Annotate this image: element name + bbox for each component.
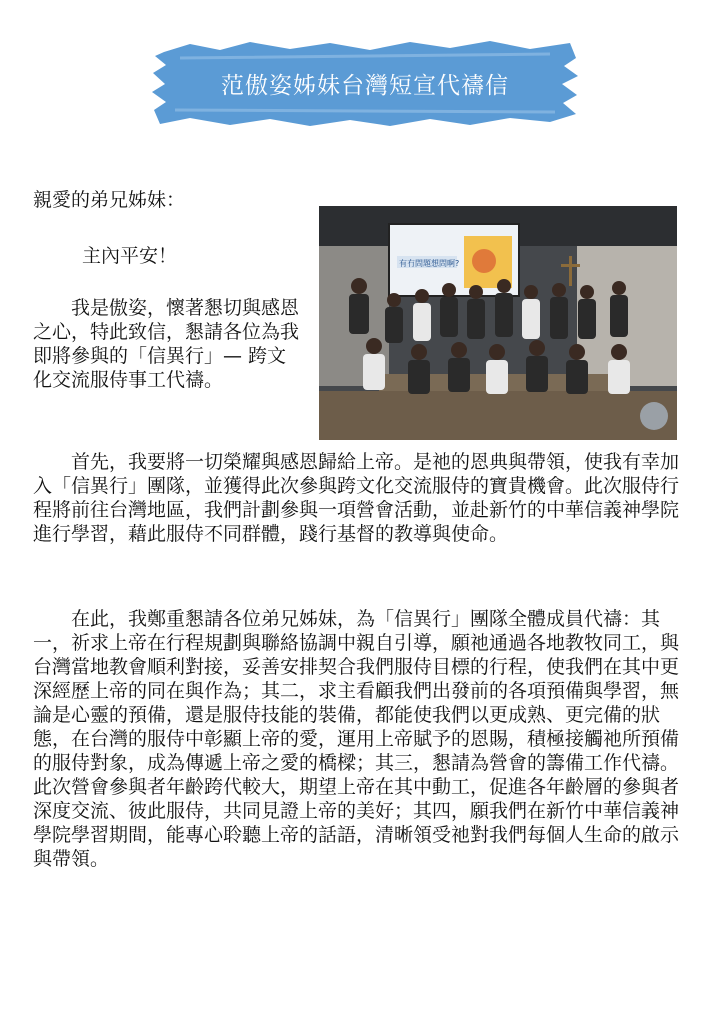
group-photo [319,206,677,440]
paragraph-2: 首先，我要將一切榮耀與感恩歸給上帝。是祂的恩典與帶領，使我有幸加入「信異行」團隊，並獲得此次參與跨文化交流服侍的寶貴機會。此次服侍行程將前往台灣地區，我們計劃參與一項營會活動，並赴新竹的中華信義神學院進行學習，藉此服侍不同群體，踐行基督的教導與使命。 [33,451,680,545]
peace-greeting: 主內平安！ [82,245,178,267]
intro-paragraph: 我是傲姿，懷著懇切與感恩之心，特此致信，懇請各位為我即將參與的「信異行」— 跨文化交流服侍事工代禱。 [33,297,300,391]
group-photo-icon [319,206,677,440]
paragraph-3: 在此，我鄭重懇請各位弟兄姊妹，為「信異行」團隊全體成員代禱：其一，祈求上帝在行程規劃與聯絡協調中親自引導，願祂通過各地教牧同工，與台灣當地教會順利對接，妥善安排契合我們服侍目標的行程，使我們在其中更深經歷上帝的同在與作為；其二，求主看顧我們出發前的各項預備與學習，無論是心靈的預備，還是服侍技能的裝備，都能使我們以更成熟、更完備的狀態，在台灣的服侍中彰顯上帝的愛，運用上帝賦予的恩賜，積極接觸祂所預備的服侍對象，成為傳遞上帝之愛的橋樑；其三，懇請為營會的籌備工作代禱。此次營會參與者年齡跨代較大，期望上帝在其中動工，促進各年齡層的參與者深度交流、彼此服侍，共同見證上帝的美好；其四，願我們在新竹中華信義神學院學習期間，能專心聆聽上帝的話語，清晰領受祂對我們每個人生命的啟示與帶領。 [33,608,680,870]
screen-text: 有冇問題想問啊? [399,259,460,268]
page-title: 范傲姿姊妹台灣短宣代禱信 [221,72,509,99]
greeting: 親愛的弟兄姊妹： [33,189,186,211]
title-banner [150,40,580,126]
